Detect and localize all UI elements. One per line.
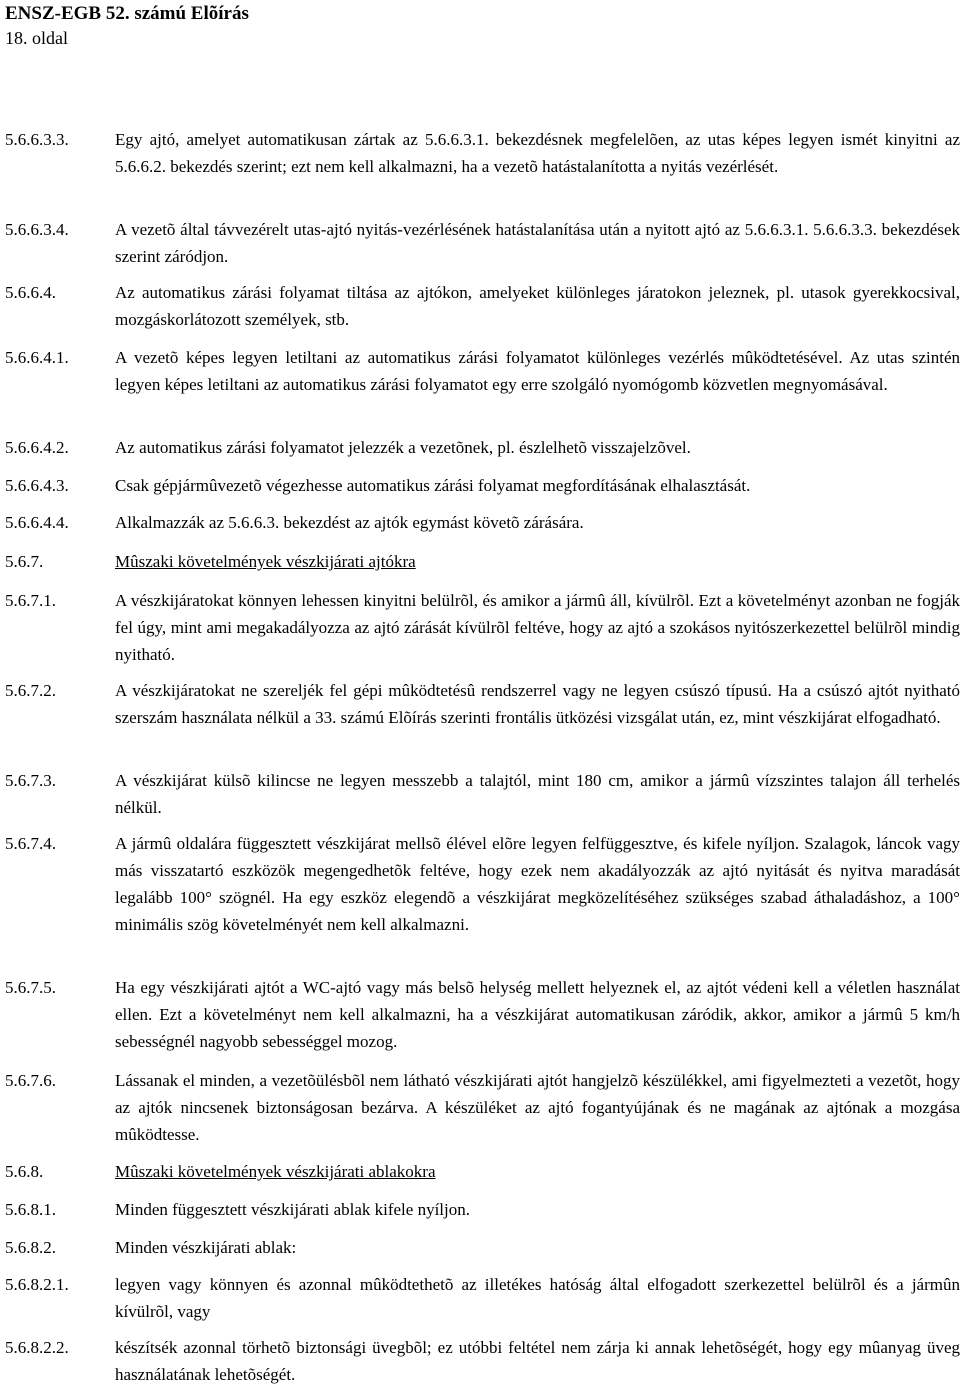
paragraph-5-6-7-4 <box>5 830 960 938</box>
paragraph-text: Az automatikus zárási folyamat tiltása az ajtókon, amelyeket különleges járatokon jeleznek, pl. utasok gyerekkocsival, mozgáskorlátozott személyek, stb. <box>115 283 960 329</box>
page-header <box>5 2 249 50</box>
paragraph-text: A jármû oldalára függesztett vészkijárat mellsõ élével elõre legyen felfüggesztve, és kifele nyíljon. Szalagok, láncok vagy más visszatartó eszközök megengedhetõk feltéve, hogy ezek nem akadályozzák az ajtó nyitását és nyitva maradását legalább 100° szögnél. Ha egy eszköz elegendõ a vészkijárat megközelítéséhez szükséges szabad áthaladáshoz, a 100° minimális szög követelményét nem kell alkalmazni. <box>115 834 960 934</box>
section-heading-5-6-7 <box>5 548 960 575</box>
paragraph-5-6-6-4-4 <box>5 509 960 536</box>
paragraph-text: Minden függesztett vészkijárati ablak kifele nyíljon. <box>115 1200 470 1219</box>
paragraph-5-6-6-4-2 <box>5 434 960 461</box>
paragraph-number: 5.6.6.3.3. <box>5 130 69 149</box>
paragraph-text: Lássanak el minden, a vezetõülésbõl nem látható vészkijárati ajtót hangjelzõ készülékkel, ami figyelmezteti a vezetõt, hogy az ajtók nincsenek biztonságosan bezárva. A készüléket az ajtó fogantyújának és ne magának az ajtónak a mozgása mûködtesse. <box>115 1071 960 1144</box>
paragraph-5-6-7-2 <box>5 677 960 731</box>
paragraph-text: A vészkijáratokat ne szereljék fel gépi mûködtetésû rendszerrel vagy ne legyen csúszó típusú. Ha a csúszó ajtót nyitható szerszám használata nélkül a 33. számú Elõírás szerinti frontális ütközési vizsgálat után, ez, mint vészkijárat elfogadható. <box>115 681 960 727</box>
section-heading-5-6-8 <box>5 1158 960 1185</box>
paragraph-number: 5.6.7.3. <box>5 771 56 790</box>
paragraph-5-6-6-4-3 <box>5 472 960 499</box>
section-number: 5.6.7. <box>5 552 44 571</box>
paragraph-5-6-6-4-1 <box>5 344 960 398</box>
paragraph-text: Egy ajtó, amelyet automatikusan zártak az 5.6.6.3.1. bekezdésnek megfelelõen, az utas képes legyen ismét kinyitni az 5.6.6.2. bekezdés szerint; ezt nem kell alkalmazni, ha a vezetõ hatástalanította a nyitás vezérlését. <box>115 130 960 176</box>
paragraph-text: Alkalmazzák az 5.6.6.3. bekezdést az ajtók egymást követõ zárására. <box>115 513 584 532</box>
paragraph-number: 5.6.8.2.1. <box>5 1275 69 1294</box>
paragraph-text: Minden vészkijárati ablak: <box>115 1238 297 1257</box>
paragraph-text: legyen vagy könnyen és azonnal mûködtethetõ az illetékes hatóság által elfogadott szerkezettel belülrõl és a jármûn kívülrõl, vagy <box>115 1275 960 1321</box>
paragraph-text: Ha egy vészkijárati ajtót a WC-ajtó vagy más belsõ helység mellett helyeznek el, az ajtót védeni kell a véletlen használat ellen. Ezt a követelményt nem kell alkalmazni, ha a vészkijárat automatikusan záródik, akkor, amikor a jármû 5 km/h sebességnél nagyobb sebességgel mozog. <box>115 978 960 1051</box>
paragraph-text: A vészkijáratokat könnyen lehessen kinyitni belülrõl, és amikor a jármû áll, kívülrõl. Ezt a követelményt azonban ne fogják fel úgy, mint ami megakadályozza az ajtó zárását kívülrõl feltéve, hogy az ajtó a szokásos nyitószerkezettel belülrõl mindig nyitható. <box>115 591 960 664</box>
paragraph-number: 5.6.7.1. <box>5 591 56 610</box>
paragraph-number: 5.6.8.2. <box>5 1238 56 1257</box>
paragraph-text: Csak gépjármûvezetõ végezhesse automatikus zárási folyamat megfordításának elhalasztását. <box>115 476 751 495</box>
paragraph-5-6-7-5 <box>5 974 960 1055</box>
paragraph-text: A vezetõ képes legyen letiltani az automatikus zárási folyamatot különleges vezérlés mûködtetésével. Az utas szintén legyen képes letiltani az automatikus zárási folyamatot egy erre szolgáló nyomógomb közvetlen megnyomásával. <box>115 348 960 394</box>
section-heading: Mûszaki követelmények vészkijárati ajtókra <box>115 552 416 571</box>
paragraph-5-6-6-3-4 <box>5 216 960 270</box>
paragraph-5-6-6-4 <box>5 279 960 333</box>
paragraph-5-6-7-6 <box>5 1067 960 1148</box>
paragraph-5-6-8-2 <box>5 1234 960 1261</box>
paragraph-5-6-7-1 <box>5 587 960 668</box>
document-title: ENSZ-EGB 52. számú Elõírás <box>5 3 249 24</box>
paragraph-5-6-8-2-2 <box>5 1334 960 1388</box>
paragraph-text: Az automatikus zárási folyamatot jelezzék a vezetõnek, pl. észlelhetõ visszajelzõvel. <box>115 438 691 457</box>
paragraph-text: A vészkijárat külsõ kilincse ne legyen messzebb a talajtól, mint 180 cm, amikor a jármû vízszintes talajon áll terhelés nélkül. <box>115 771 960 817</box>
paragraph-number: 5.6.6.4.4. <box>5 513 69 532</box>
paragraph-5-6-6-3-3 <box>5 126 960 180</box>
paragraph-5-6-8-2-1 <box>5 1271 960 1325</box>
paragraph-number: 5.6.7.4. <box>5 834 56 853</box>
paragraph-number: 5.6.6.4.2. <box>5 438 69 457</box>
paragraph-number: 5.6.6.4.3. <box>5 476 69 495</box>
paragraph-number: 5.6.6.3.4. <box>5 220 69 239</box>
paragraph-text: A vezetõ által távvezérelt utas-ajtó nyitás-vezérlésének hatástalanítása után a nyitott ajtó az 5.6.6.3.1. 5.6.6.3.3. bekezdések szerint záródjon. <box>115 220 960 266</box>
paragraph-number: 5.6.6.4.1. <box>5 348 69 367</box>
paragraph-number: 5.6.8.2.2. <box>5 1338 69 1357</box>
paragraph-number: 5.6.7.2. <box>5 681 56 700</box>
paragraph-number: 5.6.7.6. <box>5 1071 56 1090</box>
paragraph-5-6-8-1 <box>5 1196 960 1223</box>
paragraph-number: 5.6.6.4. <box>5 283 56 302</box>
paragraph-5-6-7-3 <box>5 767 960 821</box>
section-heading: Mûszaki követelmények vészkijárati ablakokra <box>115 1162 436 1181</box>
page-number: 18. oldal <box>5 28 68 48</box>
paragraph-number: 5.6.7.5. <box>5 978 56 997</box>
paragraph-number: 5.6.8.1. <box>5 1200 56 1219</box>
paragraph-text: készítsék azonnal törhetõ biztonsági üvegbõl; ez utóbbi feltétel nem zárja ki annak lehetõségét, hogy egy mûanyag üveg használatának lehetõségét. <box>115 1338 960 1384</box>
section-number: 5.6.8. <box>5 1162 44 1181</box>
